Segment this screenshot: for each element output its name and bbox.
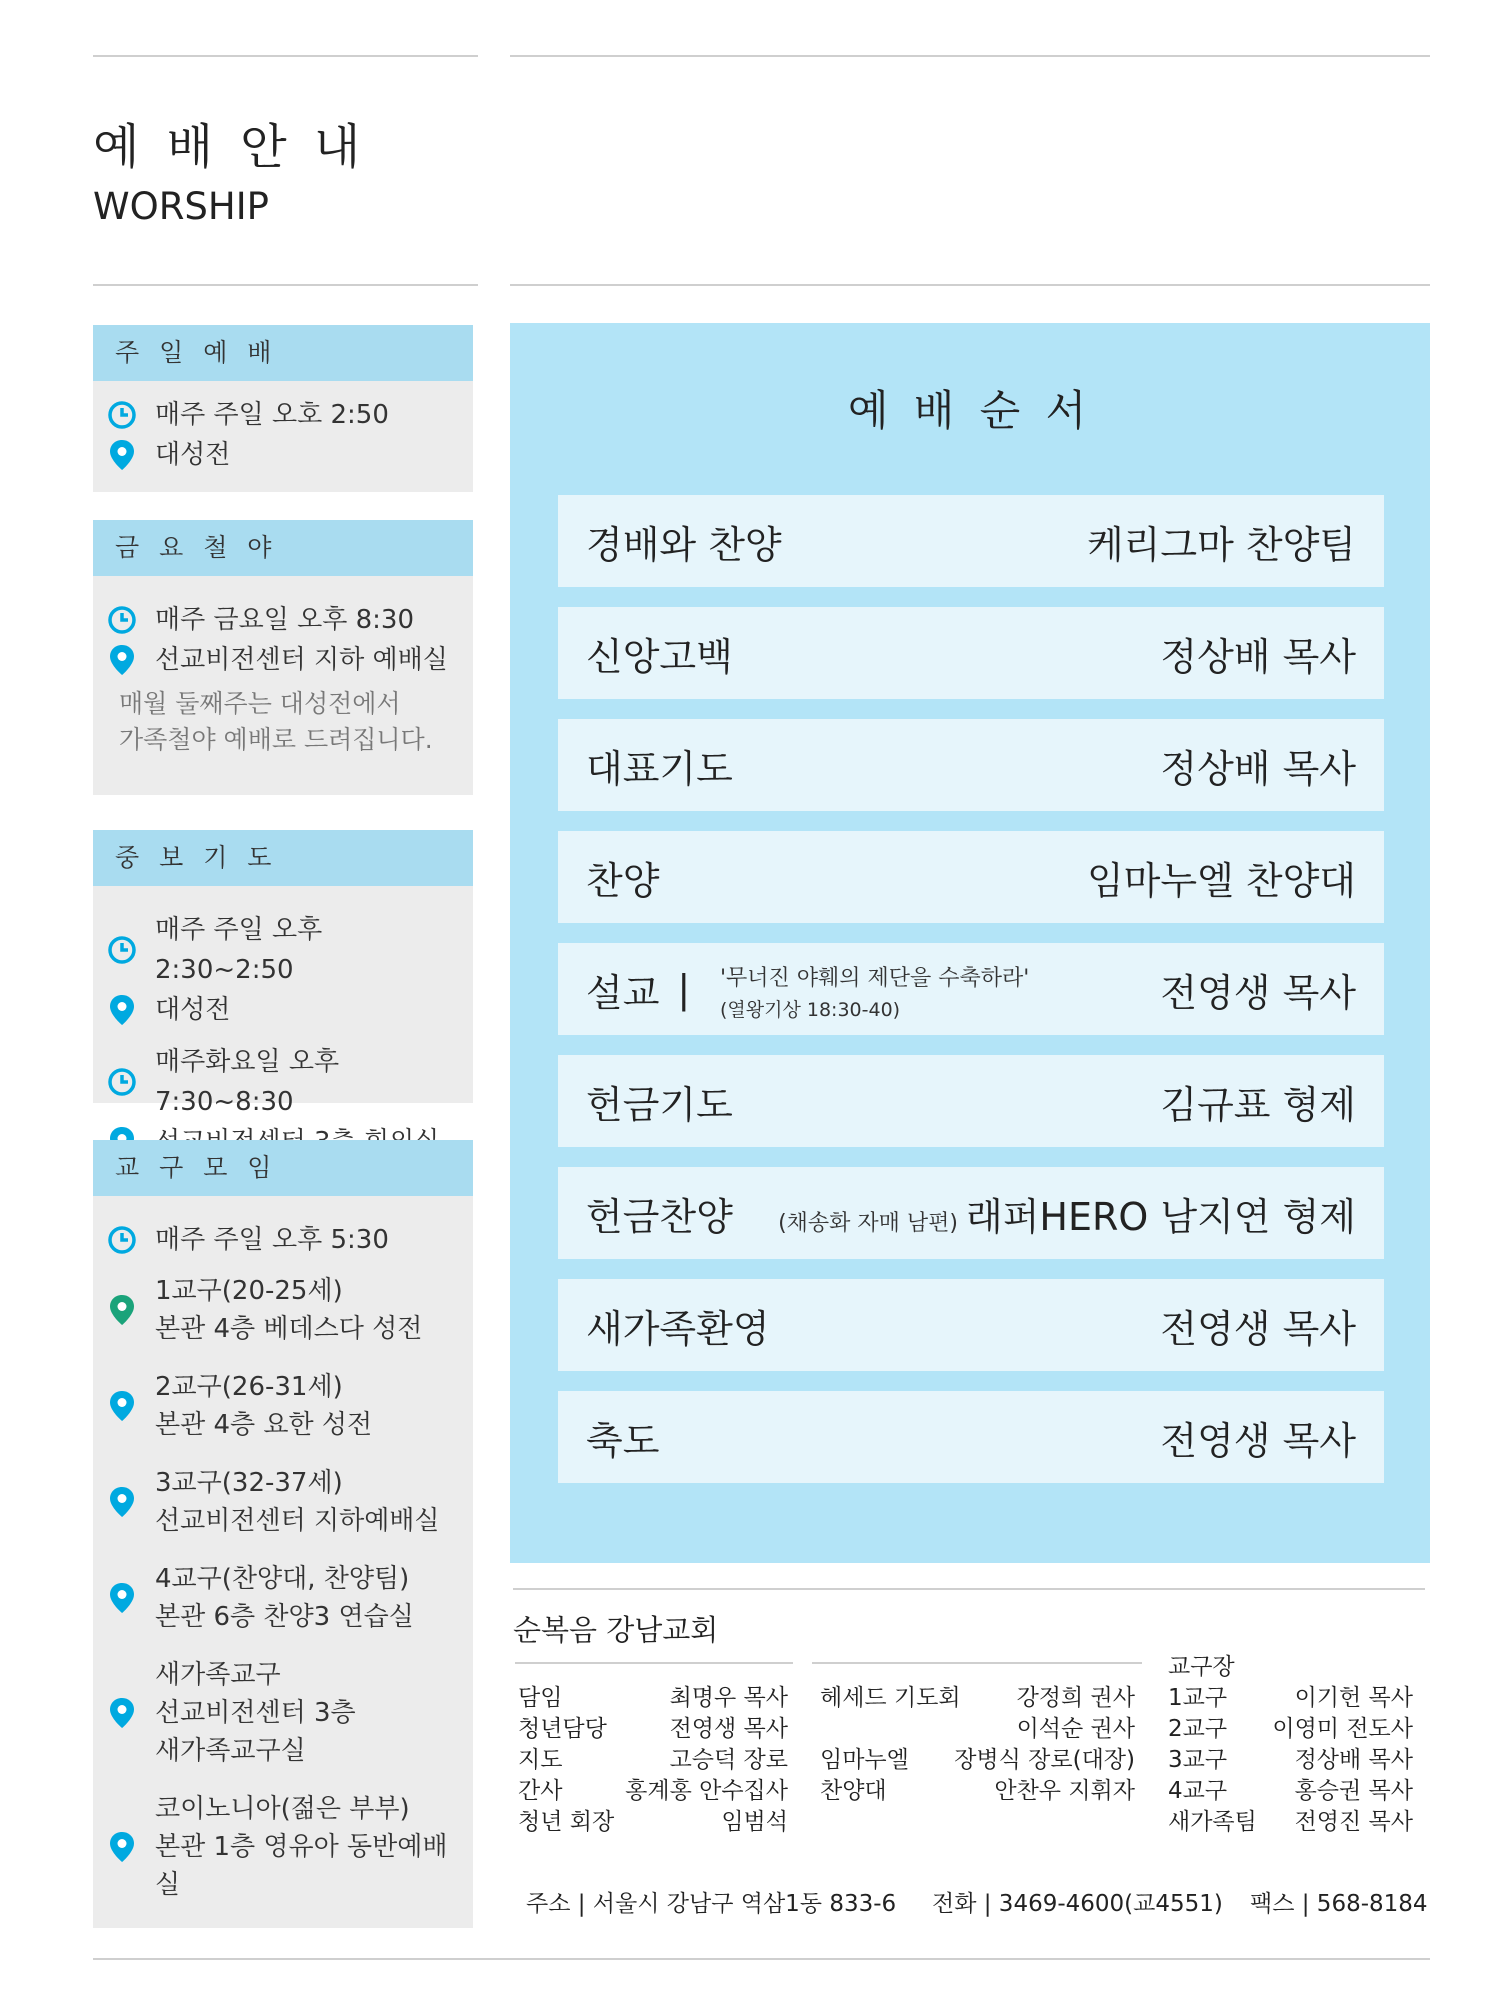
schedule-note: 매월 둘째주는 대성전에서 가족철야 예배로 드려집니다. — [119, 689, 433, 754]
box-heading: 중 보 기 도 — [93, 830, 473, 886]
location-pin-icon — [107, 1698, 137, 1728]
order-item: 대표기도 정상배 목사 — [558, 719, 1384, 811]
order-item: 헌금찬양 (채송화 자매 남편) 래퍼HERO 남지연 형제 — [558, 1167, 1384, 1259]
info-row: 매주화요일 오후7:30~8:30 — [107, 1042, 459, 1122]
worship-order-panel — [510, 323, 1430, 1563]
order-item: 찬양 임마누엘 찬양대 — [558, 831, 1384, 923]
district-item: 2교구(26-31세) 본관 4층 요한 성전 — [107, 1368, 459, 1444]
top-rule-right — [510, 55, 1430, 57]
info-row: 대성전 — [107, 990, 459, 1030]
footer-col2-rule — [812, 1662, 1142, 1664]
district-meeting-box — [93, 1140, 473, 1928]
location-pin-icon — [107, 1583, 137, 1613]
district-item: 코이노니아(젊은 부부) 본관 1층 영유아 동반예배실 — [107, 1790, 459, 1904]
header-rule-right — [510, 284, 1430, 286]
staff-list: 담임 최명우 목사 청년담당 전영생 목사 지도 고승덕 장로 간사 홍계홍 안수집사 청년 회장 임범석 — [518, 1685, 788, 1835]
church-fax: 팩스 | 568-8184 — [1250, 1891, 1428, 1917]
intercessory-prayer-box — [93, 830, 473, 1117]
info-row: 매주 주일 오후 2:30~2:50 — [107, 910, 459, 990]
clock-icon — [107, 1225, 137, 1255]
order-item: 경배와 찬양 케리그마 찬양팀 — [558, 495, 1384, 587]
sermon-scripture: (열왕기상 18:30-40) — [720, 999, 901, 1021]
top-rule-left — [93, 55, 478, 57]
box-heading: 교 구 모 임 — [93, 1140, 473, 1196]
clock-icon — [107, 1067, 137, 1097]
order-title: 예 배 순 서 — [847, 386, 1093, 435]
clock-icon — [107, 400, 137, 430]
location-pin-icon — [107, 440, 137, 470]
sermon-title: '무너진 야훼의 제단을 수축하라' — [720, 966, 1030, 991]
info-row: 대성전 — [107, 435, 459, 475]
district-item: 새가족교구 선교비전센터 3층 새가족교구실 — [107, 1656, 459, 1770]
district-leaders-list: 교구장 1교구 이기헌 목사 2교구 이영미 전도사 3교구 정상배 목사 4교구 홍승권 목사 새가족팀 전영진 목사 — [1168, 1654, 1413, 1835]
box-heading: 주 일 예 배 — [93, 325, 473, 381]
page-title: 예 배 안 내 — [93, 119, 367, 175]
clock-icon — [107, 605, 137, 635]
order-item: 신앙고백 정상배 목사 — [558, 607, 1384, 699]
district-item: 3교구(32-37세) 선교비전센터 지하예배실 — [107, 1464, 459, 1540]
location-pin-icon — [107, 1391, 137, 1421]
header-rule-left — [93, 284, 478, 286]
friday-vigil-box — [93, 520, 473, 795]
location-pin-icon — [107, 995, 137, 1025]
order-item-sermon: 설교 | '무너진 야훼의 제단을 수축하라' (열왕기상 18:30-40) 전영생 목사 — [558, 943, 1384, 1035]
order-item: 축도 전영생 목사 — [558, 1391, 1384, 1483]
footer-col1-rule — [515, 1662, 793, 1664]
church-name: 순복음 강남교회 — [513, 1613, 719, 1647]
sunday-worship-box — [93, 325, 473, 492]
box-heading: 금 요 철 야 — [93, 520, 473, 576]
info-row: 매주 금요일 오후 8:30 — [107, 600, 459, 640]
page-subtitle: WORSHIP — [93, 185, 269, 228]
location-pin-icon — [107, 1832, 137, 1862]
location-pin-icon — [107, 1487, 137, 1517]
district-item: 1교구(20-25세) 본관 4층 베데스다 성전 — [107, 1272, 459, 1348]
info-row: 선교비전센터 지하 예배실 — [107, 640, 459, 680]
order-item: 새가족환영 전영생 목사 — [558, 1279, 1384, 1371]
district-item: 4교구(찬양대, 찬양팀) 본관 6층 찬양3 연습실 — [107, 1560, 459, 1636]
church-phone: 전화 | 3469-4600(교4551) — [932, 1891, 1223, 1917]
info-row: 매주 주일 오호 2:50 — [107, 395, 459, 435]
order-item: 헌금기도 김규표 형제 — [558, 1055, 1384, 1147]
footer-rule — [513, 1588, 1425, 1590]
bottom-rule — [93, 1958, 1430, 1960]
info-row: 매주 주일 오후 5:30 — [107, 1220, 459, 1260]
location-pin-icon — [107, 645, 137, 675]
location-pin-icon — [107, 1295, 137, 1325]
clock-icon — [107, 935, 137, 965]
church-address: 주소 | 서울시 강남구 역삼1동 833-6 — [526, 1891, 897, 1917]
ministry-list: 헤세드 기도회 강정희 권사 이석순 권사 임마누엘 장병식 장로(대장) 찬양대 안찬우 지휘자 — [820, 1685, 1135, 1804]
